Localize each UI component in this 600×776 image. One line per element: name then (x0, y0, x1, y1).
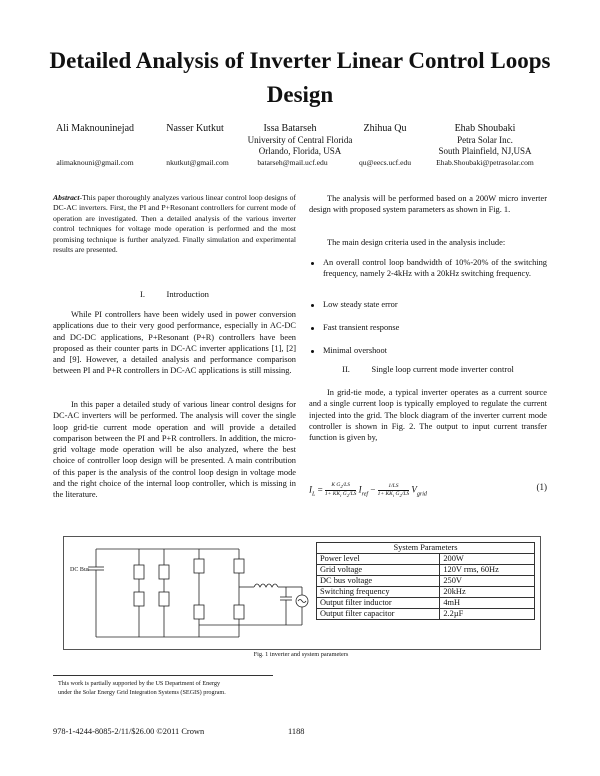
table-row (317, 598, 535, 609)
author-name: Issa Batarseh (263, 123, 317, 134)
param-name: Switching frequency (317, 587, 440, 598)
email-3[interactable]: batarseh@mail.ucf.edu (257, 158, 328, 167)
footnote (58, 680, 298, 697)
bullet-marker (311, 327, 314, 330)
author-5 (430, 123, 540, 135)
paper-title: Detailed Analysis of Inverter Linear Control Loops Design (49, 48, 551, 107)
param-name: Grid voltage (317, 565, 440, 576)
affiliation-line: Orlando, Florida, USA (258, 146, 342, 156)
bullet-item: An overall control loop bandwidth of 10%-20% of the switching frequency, namely 2-4kHz with a 20kHz switching frequency. (323, 258, 547, 279)
email-1[interactable]: alimaknouni@gmail.com (56, 158, 134, 167)
table-row (317, 609, 535, 620)
author-3 (245, 123, 335, 135)
bullet-item: Fast transient response (323, 323, 400, 332)
copyright-line: 978-1-4244-8085-2/11/$26.00 ©2011 Crown (53, 727, 205, 736)
param-value: 200W (440, 554, 535, 565)
author-2 (150, 123, 240, 135)
dc-bus-label: DC Bus (70, 567, 90, 573)
table-row (317, 576, 535, 587)
section-heading-current-mode: II. Single loop current mode inverter control (342, 364, 514, 374)
param-name: Power level (317, 554, 440, 565)
footnote-rule (53, 675, 273, 676)
inverter-schematic (64, 537, 314, 647)
intro-paragraph-1: While PI controllers have been widely used in power conversion applications due to their very good performance, especially in AC-DC and DC-DC applications, P+Resonant (P+R) controllers have been proposed as their counter parts in DC-AC inverter applications [1], [2] and [9]. However, a detailed analysis and performance comparison between PI and P+R controllers in DC-AC applications is still missing. (53, 310, 296, 376)
footnote-line: under the Solar Energy Grid Integration Systems (SEGIS) program. (58, 688, 226, 696)
param-name: DC bus voltage (317, 576, 440, 587)
bullet-item: Minimal overshoot (323, 346, 387, 355)
right-paragraph-2: The main design criteria used in the analysis include: (327, 238, 506, 247)
affiliation-ucf (180, 135, 420, 157)
author-4 (340, 123, 430, 135)
right-paragraph-3: In grid-tie mode, a typical inverter operates as a current source and a single current loop is typically employed to regulate the current injected into the grid. The block diagram of the inverter current mode controller is shown in Fig. 2. The output to input current transfer function is given by, (309, 388, 547, 443)
affiliation-petra (430, 135, 540, 157)
param-value: 20kHz (440, 587, 535, 598)
email-4[interactable]: qu@eecs.ucf.edu (358, 158, 412, 167)
system-parameters-table (316, 542, 535, 620)
bullet-marker (311, 262, 314, 265)
author-name: Ali Maknouninejad (55, 123, 135, 134)
bullet-marker (311, 304, 314, 307)
bullet-item: Low steady state error (323, 300, 398, 309)
right-paragraph-1: The analysis will be performed based on a 200W micro inverter design with proposed system parameters as shown in Fig. 1. (309, 194, 547, 215)
param-value: 4mH (440, 598, 535, 609)
affiliation-line: Petra Solar Inc. (457, 135, 513, 145)
email-5[interactable]: Ehab.Shoubaki@petrasolar.com (436, 158, 534, 167)
abstract-text: -This paper thoroughly analyzes various linear control loop designs of DC-AC inverters. First, the PI and P+Resonant controllers for current mode of operation are investigated. Then a detailed analysis of the various inverter control techniques for voltage mode operation is performed and the most promising technique is further analyzed. Finally simulation and experimental results are presented. (53, 193, 296, 255)
table-header: System Parameters (317, 543, 535, 554)
equation-1: $I_L$ = $\frac{K G_2/LS}{1+ KK_i G_2/LS}$ $I_{ref}$ − $\frac{1/LS}{1+ KK_i G_2/LS}$ $V_{grid}$ (1) (309, 482, 547, 499)
param-name: Output filter inductor (317, 598, 440, 609)
table-row (317, 565, 535, 576)
footnote-line: This work is partially supported by the US Department of Energy (58, 680, 221, 687)
figure-caption: Fig. 1 inverter and system parameters (253, 651, 349, 658)
email-2[interactable]: nkutkut@gmail.com (166, 158, 229, 167)
bullet-marker (311, 350, 314, 353)
section-heading-introduction: I. Introduction (140, 289, 209, 299)
equation-number: (1) (536, 482, 547, 492)
author-1 (40, 123, 150, 135)
intro-paragraph-2: In this paper a detailed study of various linear control designs for DC-AC inverters will be performed. The analysis will cover the single loop grid-tie current mode operation and will provide a detailed comparison between the PI and P+R controllers. In addition, the micro-grid voltage mode operation will be also analyzed, where the best choice of controller loop design will be presented. A main contribution of this paper is the analysis of the control loop design in voltage mode and the right choice of the internal loop controller, which is missing in the literature. (53, 400, 296, 500)
figure-1 (63, 536, 541, 650)
abstract (53, 193, 296, 255)
affiliation-line: University of Central Florida (247, 135, 353, 145)
page-number: 1188 (288, 727, 305, 736)
abstract-label: Abstract (53, 193, 80, 202)
param-value: 120V rms, 60Hz (440, 565, 535, 576)
table-header-row (317, 543, 535, 554)
param-value: 2.2µF (440, 609, 535, 620)
table-row (317, 554, 535, 565)
author-name: Nasser Kutkut (166, 123, 224, 134)
table-row (317, 587, 535, 598)
param-value: 250V (440, 576, 535, 587)
author-name: Ehab Shoubaki (454, 123, 516, 134)
affiliation-line: South Plainfield, NJ,USA (438, 146, 532, 156)
author-name: Zhihua Qu (363, 123, 407, 134)
param-name: Output filter capacitor (317, 609, 440, 620)
